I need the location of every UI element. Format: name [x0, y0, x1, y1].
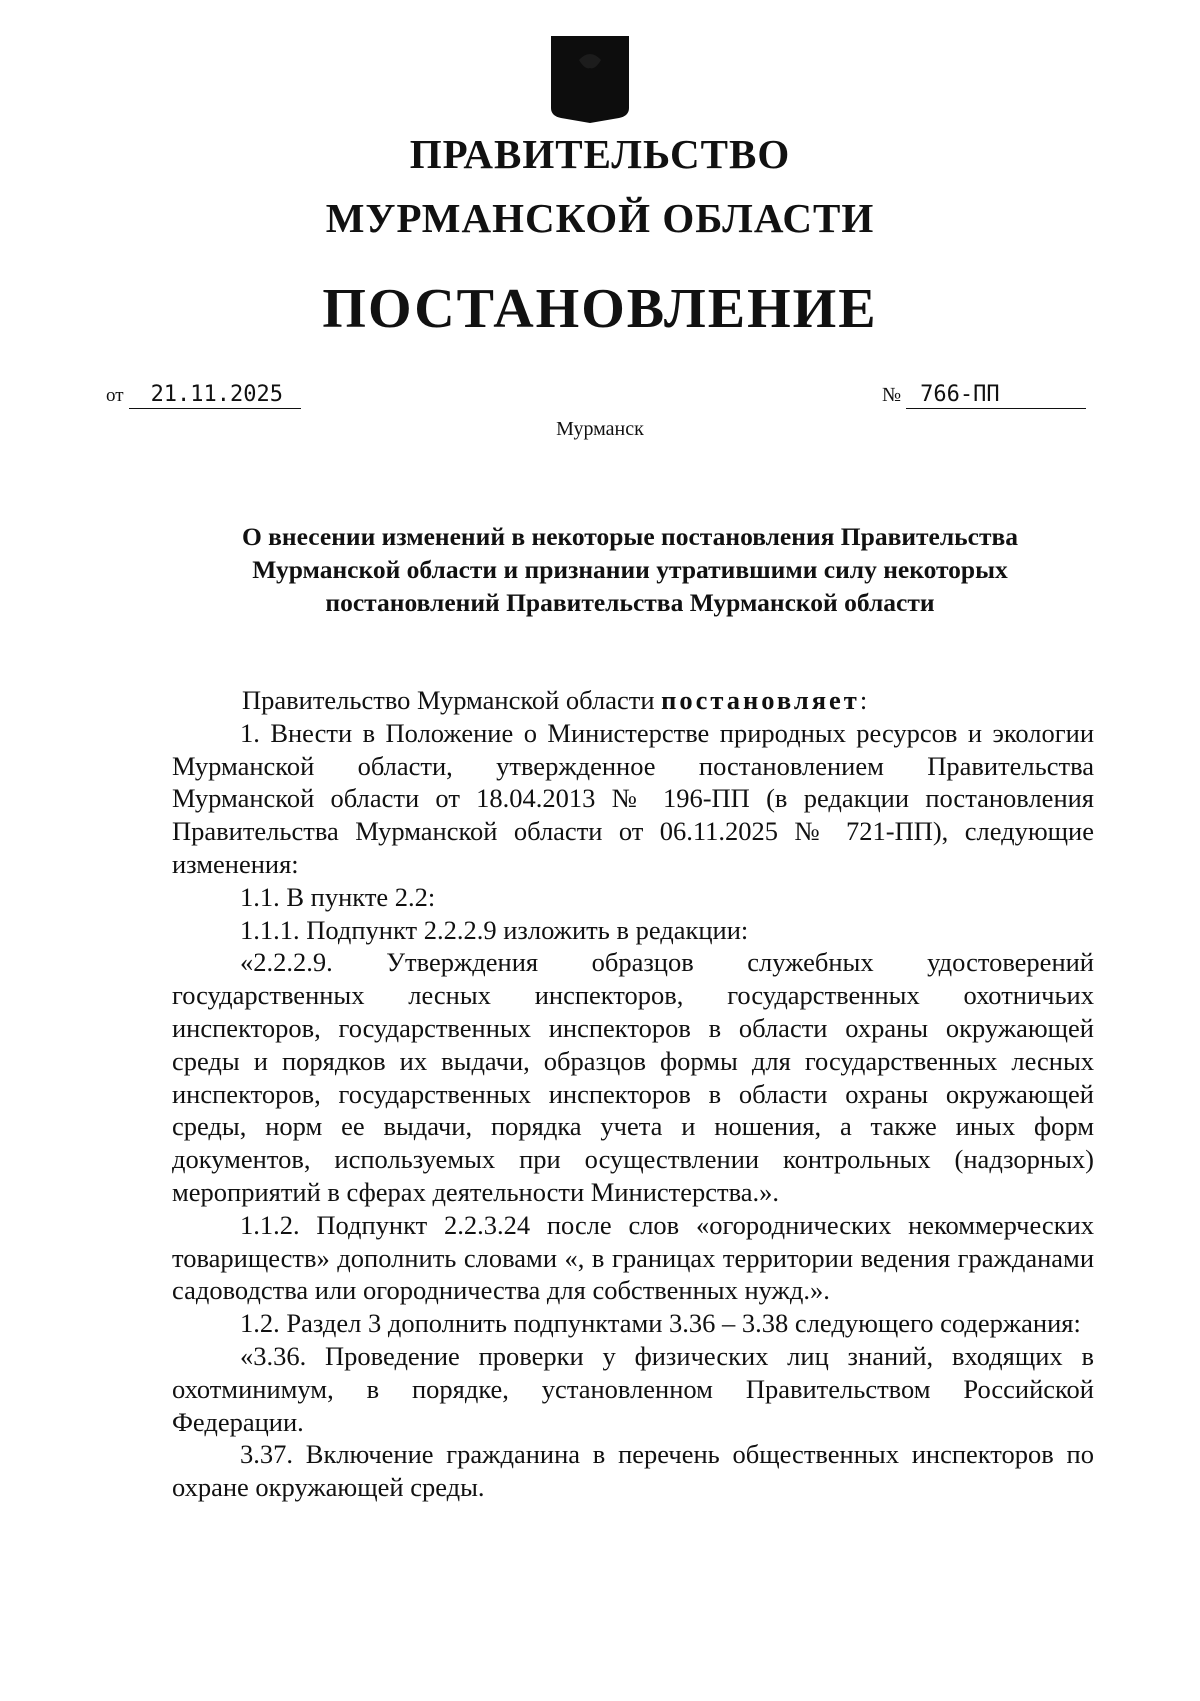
organization-name-line-2: МУРМАНСКОЙ ОБЛАСТИ	[325, 195, 875, 241]
document-title	[190, 520, 1070, 619]
date-block	[106, 382, 301, 409]
intro-verb: постановляет	[661, 685, 860, 715]
city-name: Мурманск	[556, 418, 644, 440]
body-paragraph: 1. Внести в Положение о Министерстве природных ресурсов и экологии Мурманской области, утвержденное постановлением Правительства Мурманской области от 18.04.2013 № 196-ПП (в редакции постановления Правительства Мурманской области от 06.11.2025 № 721-ПП), следующие изменения:	[172, 717, 1094, 879]
body-paragraph: 1.2. Раздел 3 дополнить подпунктами 3.36 – 3.38 следующего содержания:	[240, 1308, 1081, 1339]
body-paragraph: 1.1. В пункте 2.2:	[240, 881, 436, 912]
body-paragraph: 1.1.1. Подпункт 2.2.2.9 изложить в редакции:	[240, 914, 749, 945]
intro-colon: :	[859, 685, 868, 715]
body-paragraph: 1.1.2. Подпункт 2.2.3.24 после слов «огороднических некоммерческих товариществ» дополнить словами «, в границах территории ведения гражданами садоводства или огородничества для собственных нужд.».	[172, 1209, 1094, 1306]
coat-of-arms-icon	[549, 34, 631, 124]
body-paragraph: «3.36. Проведение проверки у физических лиц знаний, входящих в охотминимум, в порядке, установленном Правительством Российской Федерации.	[172, 1340, 1094, 1437]
number-prefix: №	[882, 384, 902, 406]
intro-text: Правительство Мурманской области	[242, 685, 662, 715]
document-type-heading: ПОСТАНОВЛЕНИЕ	[322, 278, 878, 340]
document-number: 766-ПП	[906, 382, 1086, 409]
title-line: Мурманской области и признании утратившими силу некоторых	[252, 555, 1008, 584]
body-paragraph: «2.2.2.9. Утверждения образцов служебных удостоверений государственных лесных инспекторов, государственных охотничьих инспекторов, государственных инспекторов в области охраны окружающей среды и порядков их выдачи, образцов формы для государственных лесных инспекторов, государственных инспекторов в области охраны окружающей среды, норм ее выдачи, порядка учета и ношения, а также иных форм документов, используемых при осуществлении контрольных (надзорных) мероприятий в сферах деятельности Министерства.».	[172, 947, 1094, 1207]
title-line: постановлений Правительства Мурманской области	[325, 588, 935, 617]
date-prefix: от	[106, 385, 124, 406]
document-body	[172, 684, 1094, 1504]
body-paragraph: 3.37. Включение гражданина в перечень общественных инспекторов по охране окружающей среды.	[172, 1439, 1094, 1503]
number-block	[882, 382, 1086, 409]
title-line: О внесении изменений в некоторые постановления Правительства	[241, 522, 1019, 551]
organization-name-line-1: ПРАВИТЕЛЬСТВО	[409, 131, 791, 177]
document-date: 21.11.2025	[129, 382, 301, 409]
intro-paragraph	[172, 684, 1094, 717]
